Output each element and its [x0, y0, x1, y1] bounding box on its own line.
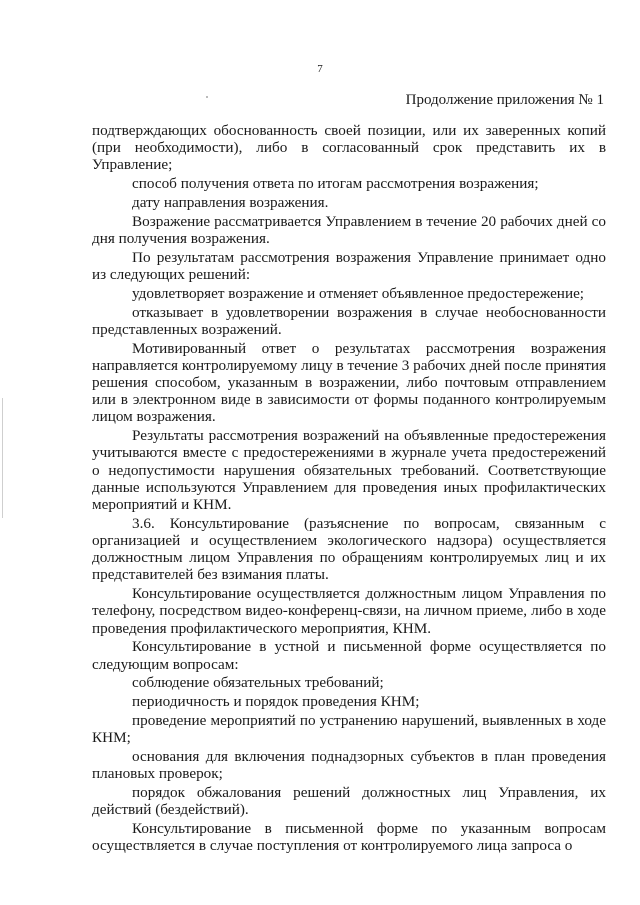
scan-margin-mark: [2, 398, 3, 518]
paragraph: Консультирование в устной и письменной форме осуществляется по следующим вопросам:: [92, 638, 606, 673]
paragraph: Возражение рассматривается Управлением в течение 20 рабочих дней со дня получения возражения.: [92, 212, 606, 247]
list-item: отказывает в удовлетворении возражения в случае необоснованности представленных возражений.: [92, 303, 606, 338]
paragraph: Результаты рассмотрения возражений на объявленные предостережения учитываются вместе с предостережениями в журнале учета предостережений о недопустимости нарушения обязательных требований. Соответствующие данные используются Управлением для проведения иных профилактических мероприятий и КНМ.: [92, 427, 606, 514]
list-item: способ получения ответа по итогам рассмотрения возражения;: [132, 175, 539, 193]
paragraph: По результатам рассмотрения возражения Управление принимает одно из следующих решений:: [92, 248, 606, 283]
document-body: [92, 122, 606, 856]
page-number: 7: [317, 63, 323, 75]
list-item: периодичность и порядок проведения КНМ;: [132, 693, 420, 711]
list-item: порядок обжалования решений должностных лиц Управления, их действий (бездействий).: [92, 784, 606, 819]
list-item: дату направления возражения.: [132, 194, 329, 211]
paragraph: Консультирование в письменной форме по указанным вопросам осуществляется в случае поступления от контролируемого лица запроса о: [92, 820, 606, 855]
list-item: соблюдение обязательных требований;: [132, 674, 384, 692]
scan-speck: [206, 96, 208, 98]
list-item: удовлетворяет возражение и отменяет объявленное предостережение;: [132, 284, 585, 302]
section-3-6-paragraph: 3.6. Консультирование (разъяснение по вопросам, связанным с организацией и осуществлением экологического надзора) осуществляется должностным лицом Управления по обращениям контролируемых лиц и их представителей без взимания платы.: [92, 514, 606, 584]
list-item: основания для включения поднадзорных субъектов в план проведения плановых проверок;: [92, 748, 606, 783]
paragraph: Консультирование осуществляется должностным лицом Управления по телефону, посредством видео-конференц-связи, на личном приеме, либо в ходе проведения профилактического мероприятия, КНМ.: [92, 585, 606, 637]
paragraph: подтверждающих обоснованность своей позиции, или их заверенных копий (при необходимости), либо в согласованный срок представить их в Управление;: [92, 122, 606, 174]
list-item: проведение мероприятий по устранению нарушений, выявленных в ходе КНМ;: [92, 712, 606, 747]
paragraph: Мотивированный ответ о результатах рассмотрения возражения направляется контролируемому лицу в течение 3 рабочих дней после принятия решения способом, указанным в возражении, либо почтовым отправлением или в электронном виде в зависимости от формы поданного контролируемым лицом возражения.: [92, 339, 606, 426]
appendix-continuation-heading: Продолжение приложения № 1: [405, 92, 604, 108]
